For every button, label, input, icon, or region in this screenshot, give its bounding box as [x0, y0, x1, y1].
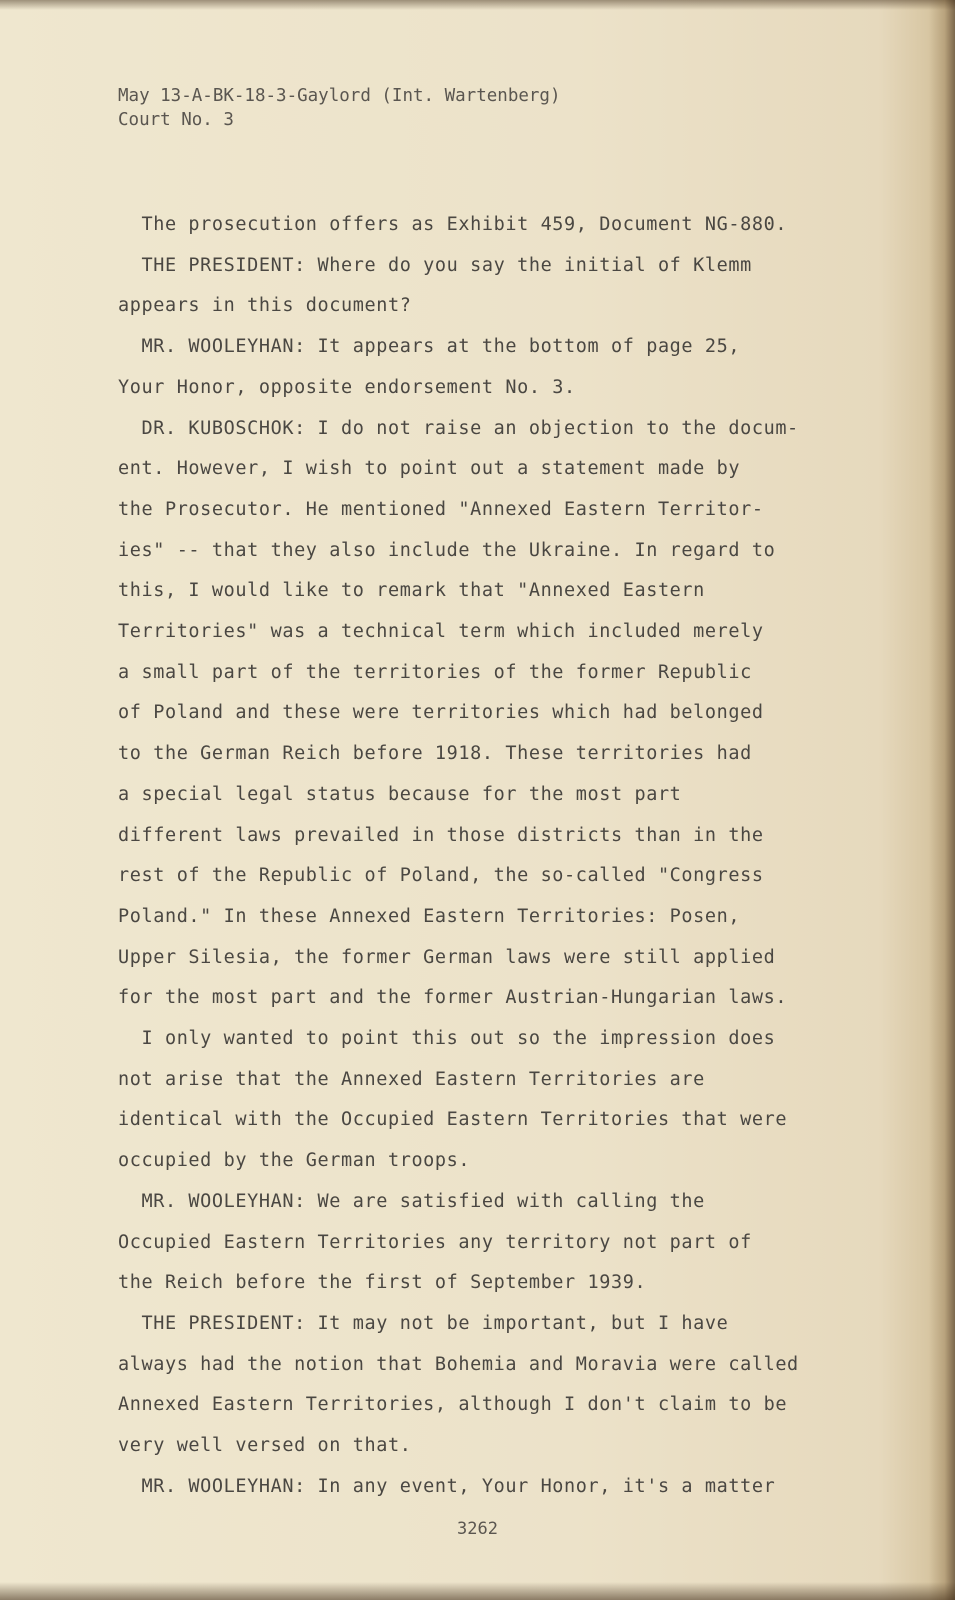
- text-line: of Poland and these were territories which had belonged: [118, 702, 764, 724]
- text-line: ent. However, I wish to point out a statement made by: [118, 458, 741, 480]
- transcript-body: [118, 205, 878, 1508]
- text-line: this, I would like to remark that "Annexed Eastern: [118, 580, 705, 602]
- text-line: rest of the Republic of Poland, the so-called "Congress: [118, 865, 764, 887]
- page-shadow-right: [929, 0, 955, 1600]
- text-line: ies" -- that they also include the Ukraine. In regard to: [118, 539, 776, 561]
- text-line: I only wanted to point this out so the impression does: [118, 1028, 776, 1050]
- text-line: Your Honor, opposite endorsement No. 3.: [118, 376, 576, 398]
- text-line: THE PRESIDENT: It may not be important, but I have: [118, 1312, 729, 1334]
- text-line: Annexed Eastern Territories, although I don't claim to be: [118, 1394, 788, 1416]
- page-number: 3262: [457, 1519, 498, 1539]
- page-shadow-top: [0, 0, 955, 10]
- header-line-2: Court No. 3: [118, 110, 234, 130]
- text-line: for the most part and the former Austrian-Hungarian laws.: [118, 987, 788, 1009]
- text-line: DR. KUBOSCHOK: I do not raise an objection to the docum-: [118, 417, 799, 439]
- text-line: identical with the Occupied Eastern Territories that were: [118, 1109, 788, 1131]
- text-line: THE PRESIDENT: Where do you say the initial of Klemm: [118, 254, 752, 276]
- page-shadow-bottom: [0, 1582, 955, 1600]
- text-line: the Prosecutor. He mentioned "Annexed Eastern Territor-: [118, 498, 764, 520]
- document-header: [118, 84, 561, 132]
- text-line: different laws prevailed in those districts than in the: [118, 824, 764, 846]
- text-line: the Reich before the first of September 1939.: [118, 1272, 647, 1294]
- text-line: to the German Reich before 1918. These territories had: [118, 743, 752, 765]
- text-line: Poland." In these Annexed Eastern Territories: Posen,: [118, 905, 741, 927]
- header-line-1: May 13-A-BK-18-3-Gaylord (Int. Wartenberg): [118, 86, 561, 106]
- text-line: appears in this document?: [118, 295, 412, 317]
- text-line: MR. WOOLEYHAN: In any event, Your Honor, it's a matter: [118, 1475, 776, 1497]
- text-line: The prosecution offers as Exhibit 459, Document NG-880.: [118, 214, 788, 235]
- text-line: not arise that the Annexed Eastern Territories are: [118, 1068, 705, 1090]
- text-line: always had the notion that Bohemia and Moravia were called: [118, 1353, 799, 1375]
- text-line: a special legal status because for the most part: [118, 783, 682, 805]
- text-line: MR. WOOLEYHAN: We are satisfied with calling the: [118, 1190, 705, 1212]
- text-line: MR. WOOLEYHAN: It appears at the bottom of page 25,: [118, 336, 741, 358]
- text-line: Upper Silesia, the former German laws were still applied: [118, 946, 776, 968]
- text-line: very well versed on that.: [118, 1435, 412, 1457]
- text-line: occupied by the German troops.: [118, 1150, 471, 1172]
- text-line: Occupied Eastern Territories any territory not part of: [118, 1231, 752, 1253]
- text-line: Territories" was a technical term which included merely: [118, 621, 764, 643]
- text-line: a small part of the territories of the former Republic: [118, 661, 752, 683]
